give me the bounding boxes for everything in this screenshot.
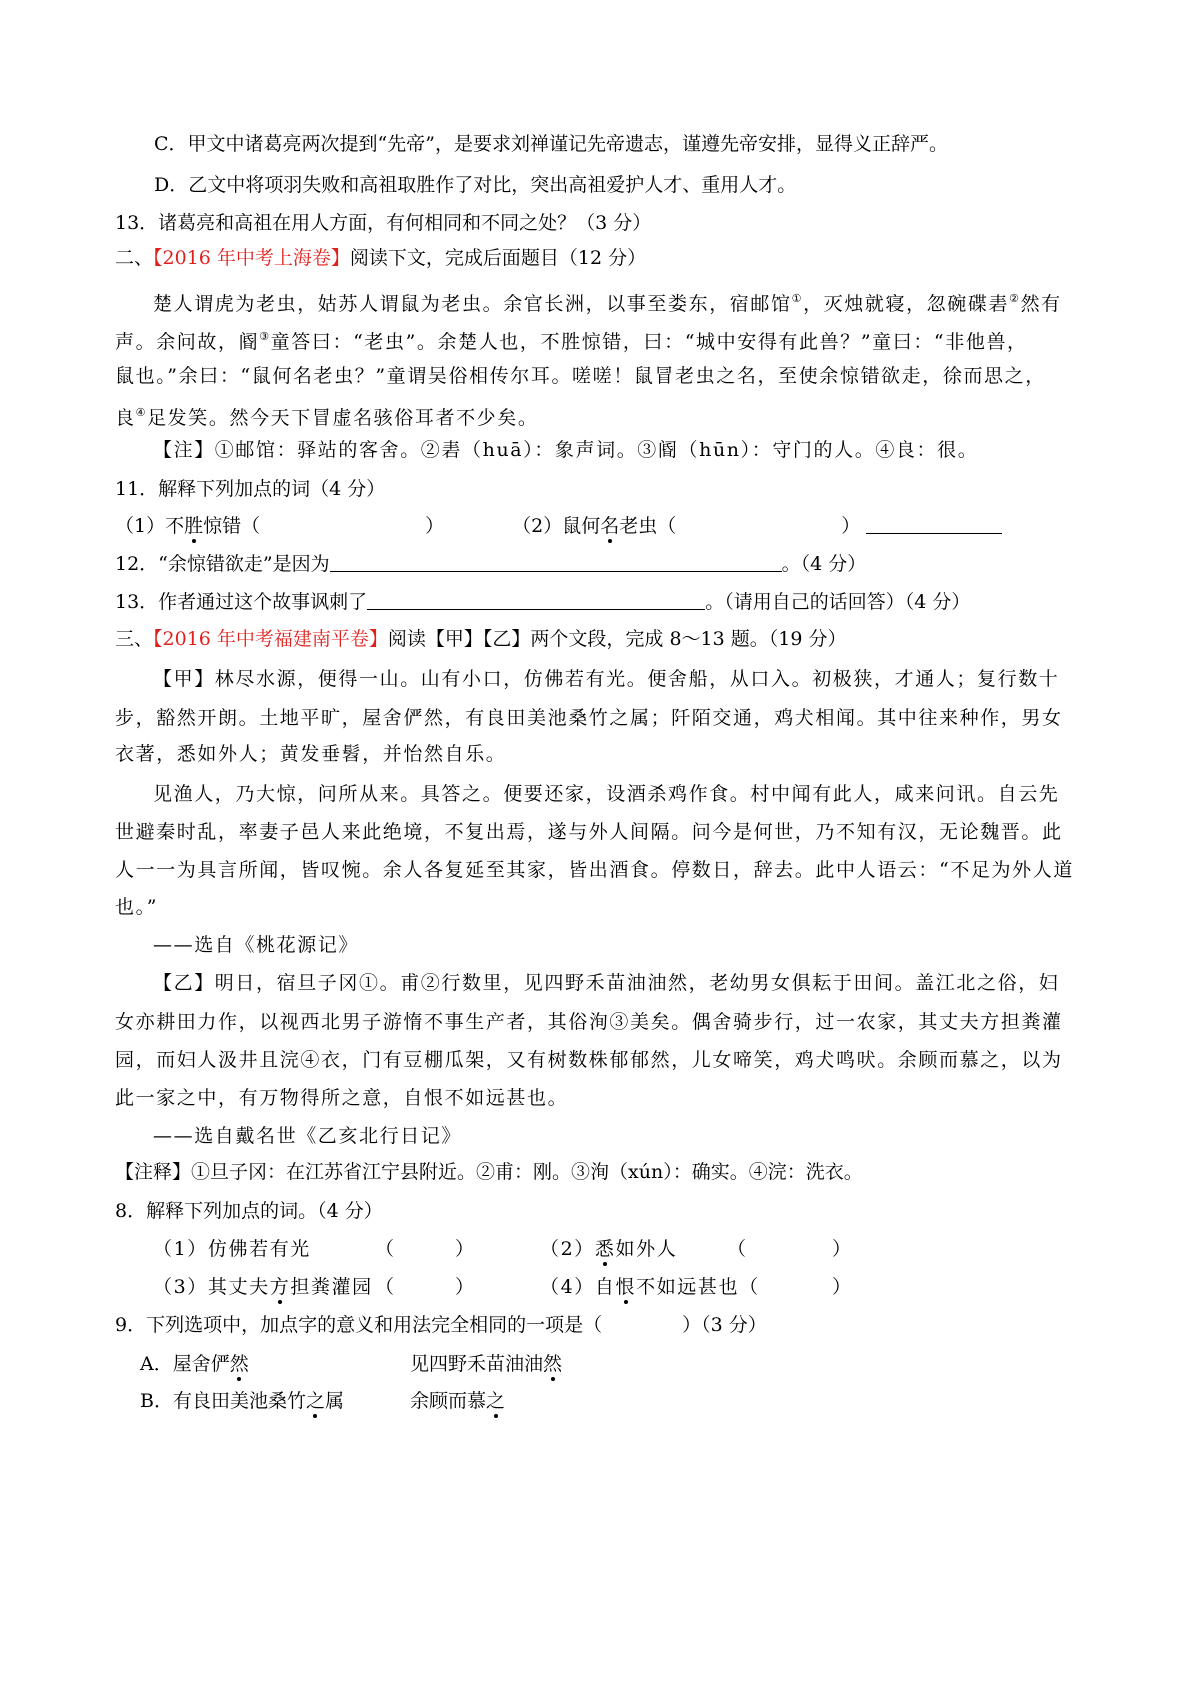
q8-item-3-text: （3）其丈夫 bbox=[153, 1276, 270, 1298]
passage-2-line-1 bbox=[0, 287, 1200, 316]
section-2-prefix: 二、 bbox=[115, 247, 154, 269]
passage-jia-line-4: 见渔人，乃大惊，问所从来。具答之。便要还家，设酒杀鸡作食。村中闻有此人，咸来问讯。自云先 bbox=[153, 783, 1060, 805]
answer-blank[interactable] bbox=[330, 553, 782, 572]
paren-close: ） bbox=[832, 1276, 853, 1298]
passage-2-text: 楚人谓虎为老虫，姑苏人谓鼠为老虫。余官长洲，以事至娄东，宿邮馆 bbox=[153, 293, 792, 315]
q11-item-1-text: 惊错（ bbox=[203, 515, 261, 537]
option-d: D．乙文中将项羽失败和高祖取胜作了对比，突出高祖爱护人才、重用人才。 bbox=[154, 174, 797, 196]
passage-yi-line-2: 女亦耕田力作，以视西北男子游惰不事生产者，其俗洵③美矣。偶舍骑步行，过一农家，其丈夫方担粪灌 bbox=[115, 1011, 1063, 1033]
paren-close: ） bbox=[425, 515, 445, 537]
paren-open: （ bbox=[727, 1238, 748, 1260]
paren-close: ） bbox=[455, 1238, 476, 1260]
question-11-items bbox=[0, 514, 1200, 538]
note-marker: ④ bbox=[135, 406, 148, 419]
paren-open: （ bbox=[375, 1238, 396, 1260]
q8-item-2-text: 如外人 bbox=[615, 1238, 678, 1260]
answer-blank[interactable] bbox=[367, 591, 705, 610]
passage-yi-line-3: 园，而妇人汲井且浣④衣，门有豆棚瓜架，又有树数株郁郁然，儿女啼笑，鸡犬鸣吠。余顾而慕之，以为 bbox=[115, 1049, 1063, 1071]
passage-yi-notes: 【注释】①旦子冈：在江苏省江宁县附近。②甫：刚。③洵（xún）：确实。④浣：洗衣。 bbox=[115, 1161, 863, 1183]
dotted-char: 之 bbox=[305, 1390, 325, 1412]
option-a-left bbox=[140, 1352, 249, 1376]
dotted-char: 之 bbox=[486, 1390, 506, 1412]
passage-2-text: 良 bbox=[115, 407, 136, 429]
option-a-text: 见四野禾苗油油 bbox=[410, 1353, 544, 1375]
question-12-score: 。（4 分） bbox=[781, 553, 867, 575]
section-2-instruction: 阅读下文，完成后面题目（12 分） bbox=[349, 247, 647, 269]
question-13-previous: 13．诸葛亮和高祖在用人方面，有何相同和不同之处？（3 分） bbox=[115, 212, 652, 234]
question-11-title: 11．解释下列加点的词（4 分） bbox=[115, 478, 386, 500]
passage-2-text: 童答曰：“老虫”。余楚人也，不胜惊错，曰：“城中安得有此兽？”童曰：“非他兽， bbox=[270, 331, 1028, 353]
option-a-right bbox=[410, 1352, 562, 1376]
option-a-text: A．屋舍俨 bbox=[140, 1353, 230, 1375]
passage-2-text: 声。余问故，阍 bbox=[115, 331, 260, 353]
question-9-text: 9．下列选项中，加点字的意义和用法完全相同的一项是（ bbox=[115, 1314, 603, 1336]
paren-close: ） bbox=[841, 515, 861, 537]
passage-jia-source: ——选自《桃花源记》 bbox=[153, 934, 360, 956]
paren-open: （ bbox=[375, 1276, 396, 1298]
q8-item-4-text: （4）自 bbox=[540, 1276, 616, 1298]
question-12-text: 12．“余惊错欲走”是因为 bbox=[115, 553, 330, 575]
q8-item-4-text: 不如远甚也（ bbox=[636, 1276, 760, 1298]
question-9-title bbox=[0, 1313, 1200, 1337]
passage-jia-line-2: 步，豁然开朗。土地平旷，屋舍俨然，有良田美池桑竹之属；阡陌交通，鸡犬相闻。其中往来种作，男女 bbox=[115, 707, 1063, 729]
question-9-score: ）（3 分） bbox=[682, 1314, 767, 1336]
note-marker: ③ bbox=[259, 330, 271, 343]
option-c: C．甲文中诸葛亮两次提到“先帝”，是要求刘禅谨记先帝遗志，谨遵先帝安排，显得义正辞严。 bbox=[154, 133, 948, 155]
dotted-char: 胜 bbox=[184, 515, 204, 537]
dotted-char: 然 bbox=[543, 1353, 563, 1375]
passage-2-notes: 【注】①邮馆：驿站的客舍。②砉（huā）：象声词。③阍（hūn）：守门的人。④良：很。 bbox=[153, 439, 979, 461]
section-2-heading bbox=[0, 246, 1200, 270]
option-b-text: 属 bbox=[324, 1390, 344, 1412]
q8-item-4 bbox=[540, 1275, 760, 1299]
paren-close: ） bbox=[832, 1238, 853, 1260]
q11-item-2-text: 老虫（ bbox=[619, 515, 677, 537]
passage-2-text: 然有 bbox=[1020, 293, 1062, 315]
section-3-heading bbox=[0, 627, 1200, 651]
passage-jia-line-3: 衣著，悉如外人；黄发垂髫，并怡然自乐。 bbox=[115, 743, 507, 765]
passage-yi-line-4: 此一家之中，有万物得所之意，自恨不如远甚也。 bbox=[115, 1087, 569, 1109]
note-marker: ① bbox=[791, 292, 804, 305]
option-b-text: B．有良田美池桑竹 bbox=[140, 1390, 306, 1412]
section-2-source: 【2016 年中考上海卷】 bbox=[153, 247, 350, 269]
passage-2-line-4 bbox=[0, 401, 1200, 430]
question-8-title: 8．解释下列加点的词。（4 分） bbox=[115, 1200, 383, 1222]
passage-jia-line-6: 人一一为具言所闻，皆叹惋。余人各复延至其家，皆出酒食。停数日，辞去。此中人语云：“不足为外人道 bbox=[115, 859, 1074, 881]
option-b-text: 余顾而慕 bbox=[410, 1390, 487, 1412]
passage-jia-line-1: 【甲】林尽水源，便得一山。山有小口，仿佛若有光。便舍船，从口入。初极狭，才通人；复行数十 bbox=[153, 668, 1060, 690]
paren-close: ） bbox=[455, 1276, 476, 1298]
question-13-text: 13．作者通过这个故事讽刺了 bbox=[115, 591, 368, 613]
dotted-char: 名 bbox=[600, 515, 620, 537]
q11-item-1-text: （1）不 bbox=[115, 515, 185, 537]
section-3-source: 【2016 年中考福建南平卷】 bbox=[153, 628, 388, 650]
q8-item-3-text: 担粪灌园 bbox=[290, 1276, 373, 1298]
passage-2-line-3: 鼠也。”余曰：“鼠何名老虫？”童谓吴俗相传尔耳。嗟嗟！鼠冒老虫之名，至使余惊错欲走，徐而思之， bbox=[115, 365, 1046, 387]
section-3-prefix: 三、 bbox=[115, 628, 154, 650]
option-b-right bbox=[410, 1389, 505, 1413]
passage-yi-line-1: 【乙】明日，宿旦子冈①。甫②行数里，见四野禾苗油油然，老幼男女俱耘于田间。盖江北之俗，妇 bbox=[153, 972, 1060, 994]
dotted-char: 悉 bbox=[594, 1238, 616, 1260]
question-13 bbox=[0, 590, 1200, 614]
section-3-instruction: 阅读【甲】【乙】两个文段，完成 8～13 题。（19 分） bbox=[387, 628, 847, 650]
q8-item-2-text: （2） bbox=[540, 1238, 595, 1260]
passage-jia-line-7: 也。” bbox=[115, 896, 159, 918]
dotted-char: 方 bbox=[269, 1276, 291, 1298]
dotted-char: 恨 bbox=[615, 1276, 637, 1298]
passage-jia-line-5: 世避秦时乱，率妻子邑人来此绝境，不复出焉，遂与外人间隔。问今是何世，乃不知有汉，无论魏晋。此 bbox=[115, 821, 1063, 843]
q8-item-2 bbox=[540, 1237, 677, 1261]
passage-2-text: 足发笑。然今天下冒虚名骇俗耳者不少矣。 bbox=[147, 407, 539, 429]
passage-2-line-2 bbox=[0, 325, 1200, 354]
q11-item-2-text: （2）鼠何 bbox=[512, 515, 601, 537]
option-b-left bbox=[140, 1389, 344, 1413]
question-12 bbox=[0, 552, 1200, 576]
note-marker: ② bbox=[1009, 292, 1021, 305]
answer-blank[interactable] bbox=[866, 515, 1002, 534]
dotted-char: 然 bbox=[229, 1353, 249, 1375]
passage-2-text: ，灭烛就寝，忽碗碟砉 bbox=[803, 293, 1010, 315]
question-13-hint: 。（请用自己的话回答）（4 分） bbox=[705, 591, 971, 613]
q8-item-3 bbox=[153, 1275, 373, 1299]
passage-yi-source: ——选自戴名世《乙亥北行日记》 bbox=[153, 1125, 463, 1147]
q8-item-1: （1）仿佛若有光 bbox=[153, 1238, 311, 1260]
